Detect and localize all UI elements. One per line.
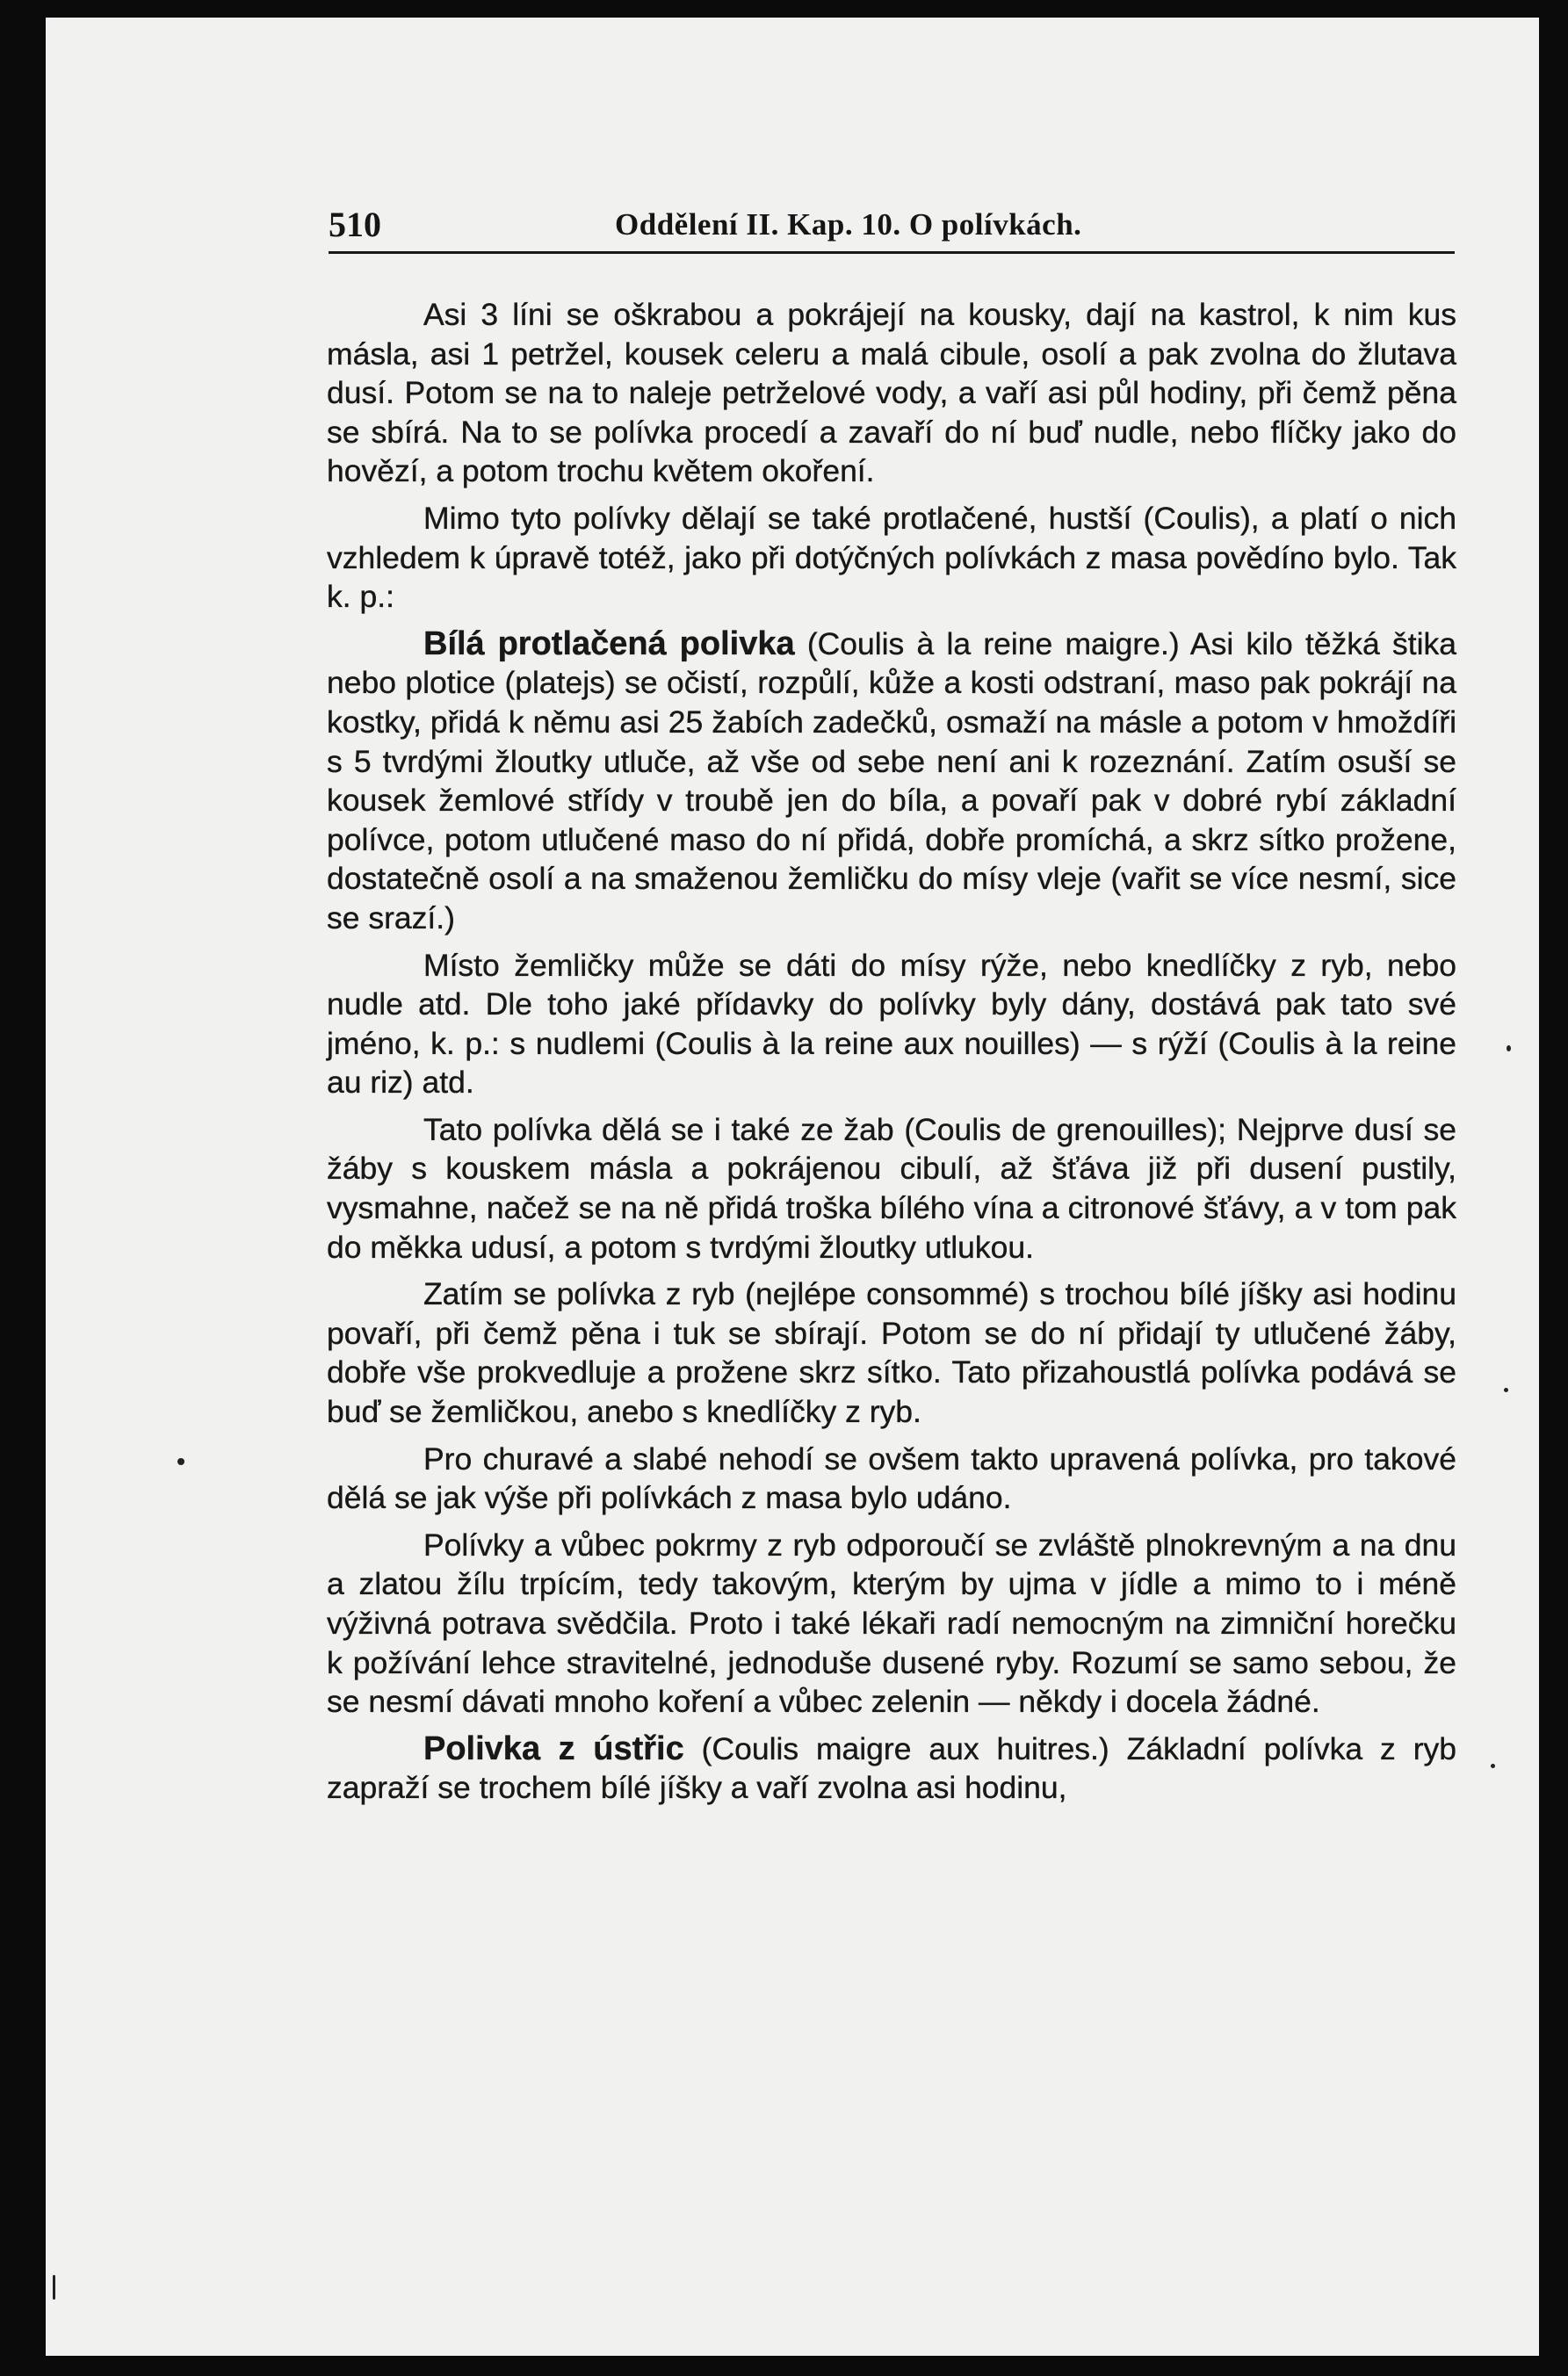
paragraph-4 — [327, 946, 1456, 1102]
dust-speck — [1507, 1045, 1511, 1051]
paragraph-3 — [327, 625, 1456, 938]
paragraph-text: (Coulis maigre aux huitres.) Základní polívka z ryb zapraží se trochem bílé jíšky a vaří zvolna asi hodinu, — [327, 1730, 1457, 1806]
dust-speck — [177, 1458, 184, 1465]
paragraph-8 — [327, 1526, 1456, 1722]
dust-speck — [1491, 1764, 1495, 1768]
paragraph-text: Polívky a vůbec pokrmy z ryb odporoučí se zvláště plnokrevným a na dnu a zlatou žílu trpícím, tedy takovým, kterým by ujma v jídle a mimo to i méně výživná potrava svědčila. Proto i také lékaři radí nemocným na zimniční horečku k požívání lehce stravitelné, jednoduše dusené ryby. Rozumí se samo sebou, že se nesmí dávati mnoho koření a vůbec zelenin — někdy i docela žádné. — [327, 1527, 1456, 1720]
dust-speck — [53, 2275, 55, 2300]
page-header — [329, 199, 1455, 254]
paragraph-text: Tato polívka dělá se i také ze žab (Coulis de grenouilles); Nejprve dusí se žáby s kouskem másla a pokrájenou cibulí, až šťáva již při dusení pustily, vysmahne, načež se na ně přidá troška bílého vína a citronové šťávy, a v tom pak do měkka udusí, a potom s tvrdými žloutky utlukou. — [327, 1111, 1456, 1265]
paragraph-text: (Coulis à la reine maigre.) Asi kilo těžká štika nebo plotice (platejs) se očistí, rozpůlí, kůže a kosti odstraní, maso pak pokrájí na kostky, přidá k němu asi 25 žabích zadečků, osmaží na másle a potom v hmoždíři s 5 tvrdými žloutky utluče, až vše od sebe není ani k rozeznání. Zatím osuší se kousek žemlové střídy v troubě jen do bíla, a povaří pak v dobré rybí základní polívce, potom utlučené maso do ní přidá, dobře promíchá, a skrz sítko prožene, dostatečně osolí a na smaženou žemličku do mísy vleje (vařit se více nesmí, sice se srazí.) — [327, 625, 1456, 935]
paragraph-text: Zatím se polívka z ryb (nejlépe consommé) s trochou bílé jíšky asi hodinu povaří, při čemž pěna i tuk se sbírají. Potom se do ní přidají ty utlučené žáby, dobře vše prokvedluje a prožene skrz sítko. Tato přizahoustlá polívka podává se buď se žemličkou, anebo s knedlíčky z ryb. — [327, 1276, 1456, 1430]
dust-speck — [1504, 1388, 1508, 1392]
paragraph-7 — [327, 1440, 1456, 1518]
recipe-title: Polivka z ústřic — [423, 1730, 684, 1767]
running-head: Oddělení II. Kap. 10. O polívkách. — [615, 207, 1082, 242]
paragraph-5 — [327, 1110, 1456, 1267]
paragraph-text: Místo žemličky může se dáti do mísy rýže, nebo knedlíčky z ryb, nebo nudle atd. Dle toho jaké přídavky do polívky byly dány, dostává pak tato své jméno, k. p.: s nudlemi (Coulis à la reine aux nouilles) — s rýží (Coulis à la reine au riz) atd. — [327, 947, 1456, 1101]
paragraph-1 — [327, 295, 1456, 491]
page-number: 510 — [329, 205, 381, 244]
page-body — [327, 295, 1456, 1816]
paragraph-text: Pro churavé a slabé nehodí se ovšem takto upravená polívka, pro takové dělá se jak výše při polívkách z masa bylo udáno. — [327, 1441, 1456, 1516]
paragraph-9 — [327, 1730, 1456, 1808]
paragraph-text: Asi 3 líni se oškrabou a pokrájejí na kousky, dají na kastrol, k nim kus másla, asi 1 petržel, kousek celeru a malá cibule, osolí a pak zvolna do žlutava dusí. Potom se na to naleje petrželové vody, a vaří asi půl hodiny, při čemž pěna se sbírá. Na to se polívka procedí a zavaří do ní buď nudle, nebo flíčky jako do hovězí, a potom trochu květem okoření. — [327, 297, 1456, 489]
recipe-title: Bílá protlačená polivka — [423, 625, 795, 662]
paragraph-6 — [327, 1275, 1456, 1431]
paragraph-text: Mimo tyto polívky dělají se také protlačené, hustší (Coulis), a platí o nich vzhledem k úpravě totéž, jako při dotýčných polívkách z masa povědíno bylo. Tak k. p.: — [327, 500, 1456, 615]
paragraph-2 — [327, 499, 1456, 617]
